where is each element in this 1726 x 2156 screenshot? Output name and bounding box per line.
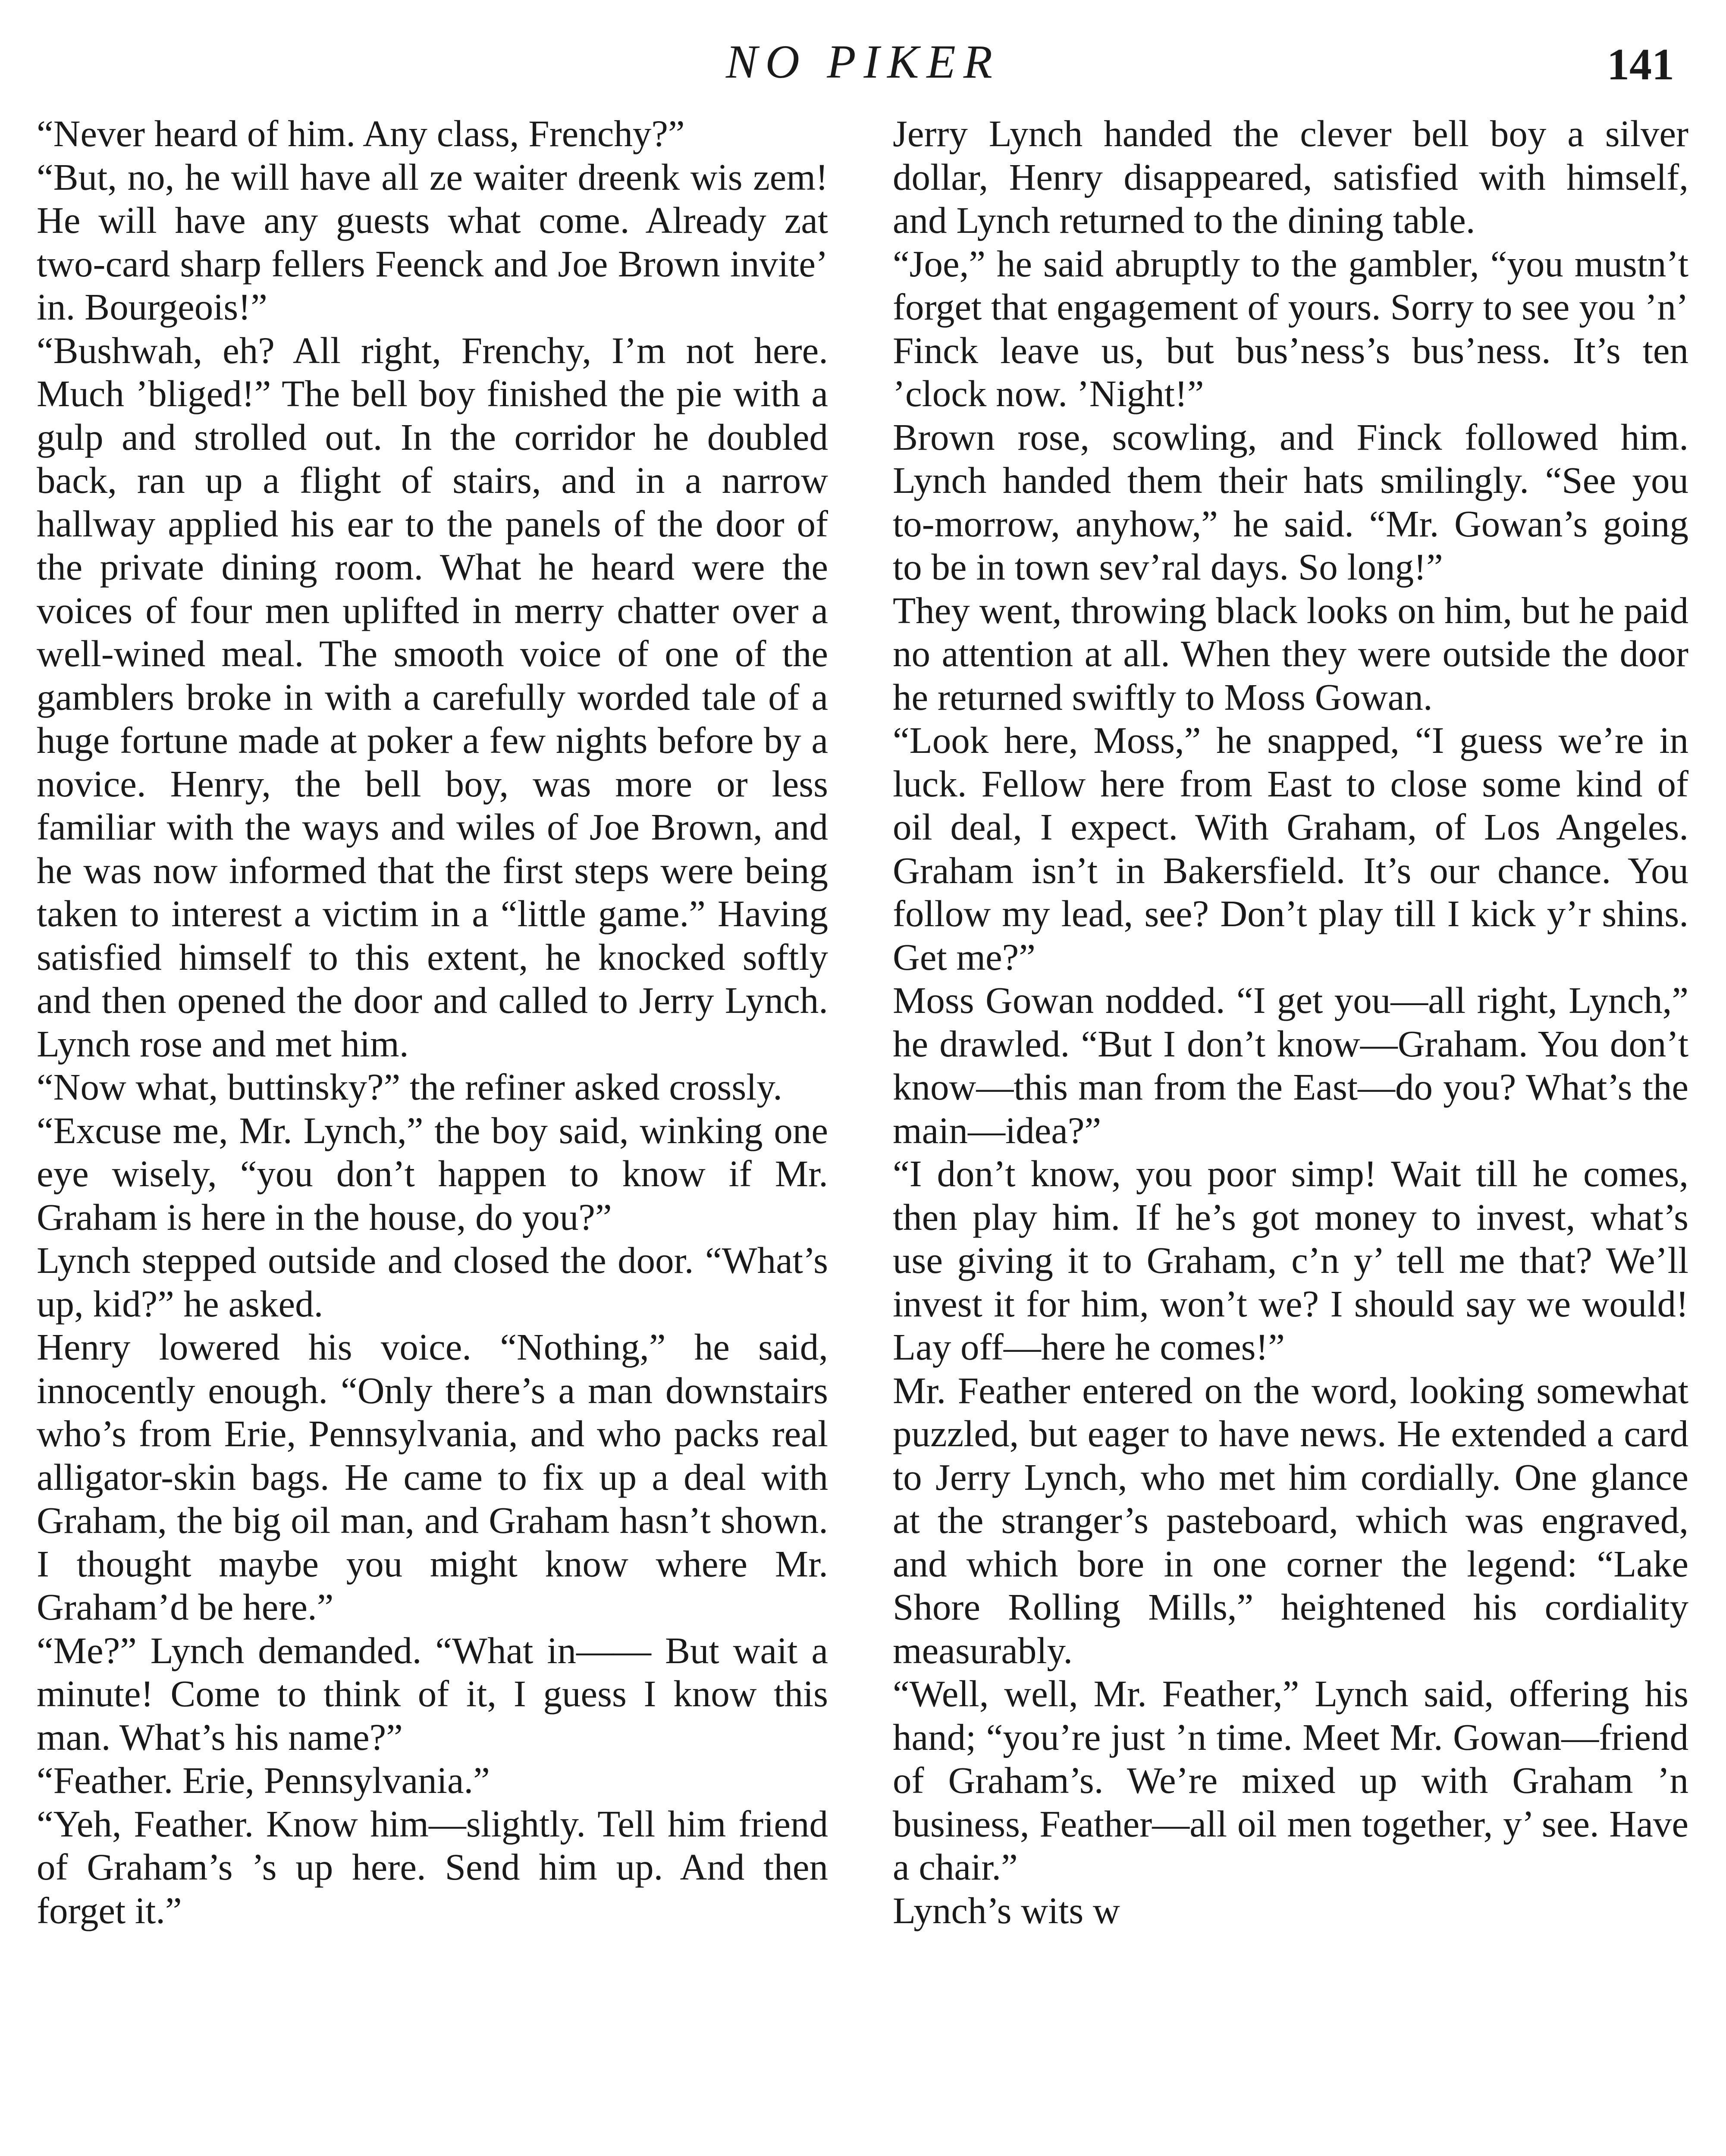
page-header <box>0 26 1726 103</box>
paragraph: “Excuse me, Mr. Lynch,” the boy said, winking one eye wisely, “you don’t happen to know if Mr. Graham is here in the house, do you?” <box>37 1109 828 1238</box>
paragraph: “Look here, Moss,” he snapped, “I guess we’re in luck. Fellow here from East to close some kind of oil deal, I expect. With Graham, of Los Angeles. Graham isn’t in Bakersfield. It’s our chance. You follow my lead, see? Don’t play till I kick y’r shins. Get me?” <box>893 719 1688 978</box>
paragraph: “Joe,” he said abruptly to the gambler, “you mustn’t forget that engagement of yours. Sorry to see you ’n’ Finck leave us, but bus’ness’s bus’ness. It’s ten ’clock now. ’Night!” <box>893 242 1688 414</box>
page-number: 141 <box>1607 40 1674 89</box>
paragraph: Moss Gowan nodded. “I get you—all right, Lynch,” he drawled. “But I don’t know—Graham. You don’t know—this man from the East—do you? What’s the main—idea?” <box>893 979 1688 1151</box>
paragraph: “But, no, he will have all ze waiter dreenk wis zem! He will have any guests what come. Already zat two-card sharp fellers Feenck and Joe Brown invite’ in. Bourgeois!” <box>37 156 828 328</box>
paragraph: “Bushwah, eh? All right, Frenchy, I’m not here. Much ’bliged!” The bell boy finished the pie with a gulp and strolled out. In the corridor he doubled back, ran up a flight of stairs, and in a narrow hallway applied his ear to the panels of the door of the private dining room. What he heard were the voices of four men uplifted in merry chatter over a well-wined meal. The smooth voice of one of the gamblers broke in with a carefully worded tale of a huge fortune made at poker a few nights before by a novice. Henry, the bell boy, was more or less familiar with the ways and wiles of Joe Brown, and he was now informed that the first steps were being taken to interest a victim in a “little game.” Having satisfied himself to this extent, he knocked softly and then opened the door and called to Jerry Lynch. Lynch rose and met him. <box>37 329 828 1065</box>
paragraph: Brown rose, scowling, and Finck followed him. Lynch handed them their hats smilingly. “See you to-morrow, anyhow,” he said. “Mr. Gowan’s going to be in town sev’ral days. So long!” <box>893 416 1688 588</box>
paragraph: Mr. Feather entered on the word, looking somewhat puzzled, but eager to have news. He extended a card to Jerry Lynch, who met him cordially. One glance at the stranger’s pasteboard, which was engraved, and which bore in one corner the legend: “Lake Shore Rolling Mills,” heightened his cordiality measurably. <box>893 1369 1688 1671</box>
paragraph: “I don’t know, you poor simp! Wait till he comes, then play him. If he’s got money to invest, what’s use giving it to Graham, c’n y’ tell me that? We’ll invest it for him, won’t we? I should say we would! Lay off—here he comes!” <box>893 1153 1688 1368</box>
paragraph: “Me?” Lynch demanded. “What in—— But wait a minute! Come to think of it, I guess I know this man. What’s his name?” <box>37 1629 828 1758</box>
paragraph: Lynch’s wits w <box>893 1889 1120 1931</box>
text-column-right <box>893 112 1688 2156</box>
paragraph: “Now what, buttinsky?” the refiner asked crossly. <box>37 1066 782 1108</box>
paragraph: “Yeh, Feather. Know him—slightly. Tell him friend of Graham’s ’s up here. Send him up. And then forget it.” <box>37 1802 828 1931</box>
running-title: NO PIKER <box>726 35 1000 88</box>
paragraph: Lynch stepped outside and closed the door. “What’s up, kid?” he asked. <box>37 1239 828 1325</box>
paragraph: “Well, well, Mr. Feather,” Lynch said, offering his hand; “you’re just ’n time. Meet Mr. Gowan—friend of Graham’s. We’re mixed up with Graham ’n business, Feather—all oil men together, y’ see. Have a chair.” <box>893 1673 1688 1888</box>
paragraph: Henry lowered his voice. “Nothing,” he said, innocently enough. “Only there’s a man downstairs who’s from Erie, Pennsylvania, and who packs real alligator-skin bags. He came to fix up a deal with Graham, the big oil man, and Graham hasn’t shown. I thought maybe you might know where Mr. Graham’d be here.” <box>37 1326 828 1628</box>
paragraph: “Feather. Erie, Pennsylvania.” <box>37 1759 490 1801</box>
paragraph: Jerry Lynch handed the clever bell boy a silver dollar, Henry disappeared, satisfied with himself, and Lynch returned to the dining table. <box>893 113 1688 241</box>
paragraph: They went, throwing black looks on him, but he paid no attention at all. When they were outside the door he returned swiftly to Moss Gowan. <box>893 589 1688 718</box>
text-column-left <box>37 112 828 2156</box>
paragraph: “Never heard of him. Any class, Frenchy?” <box>37 113 685 154</box>
